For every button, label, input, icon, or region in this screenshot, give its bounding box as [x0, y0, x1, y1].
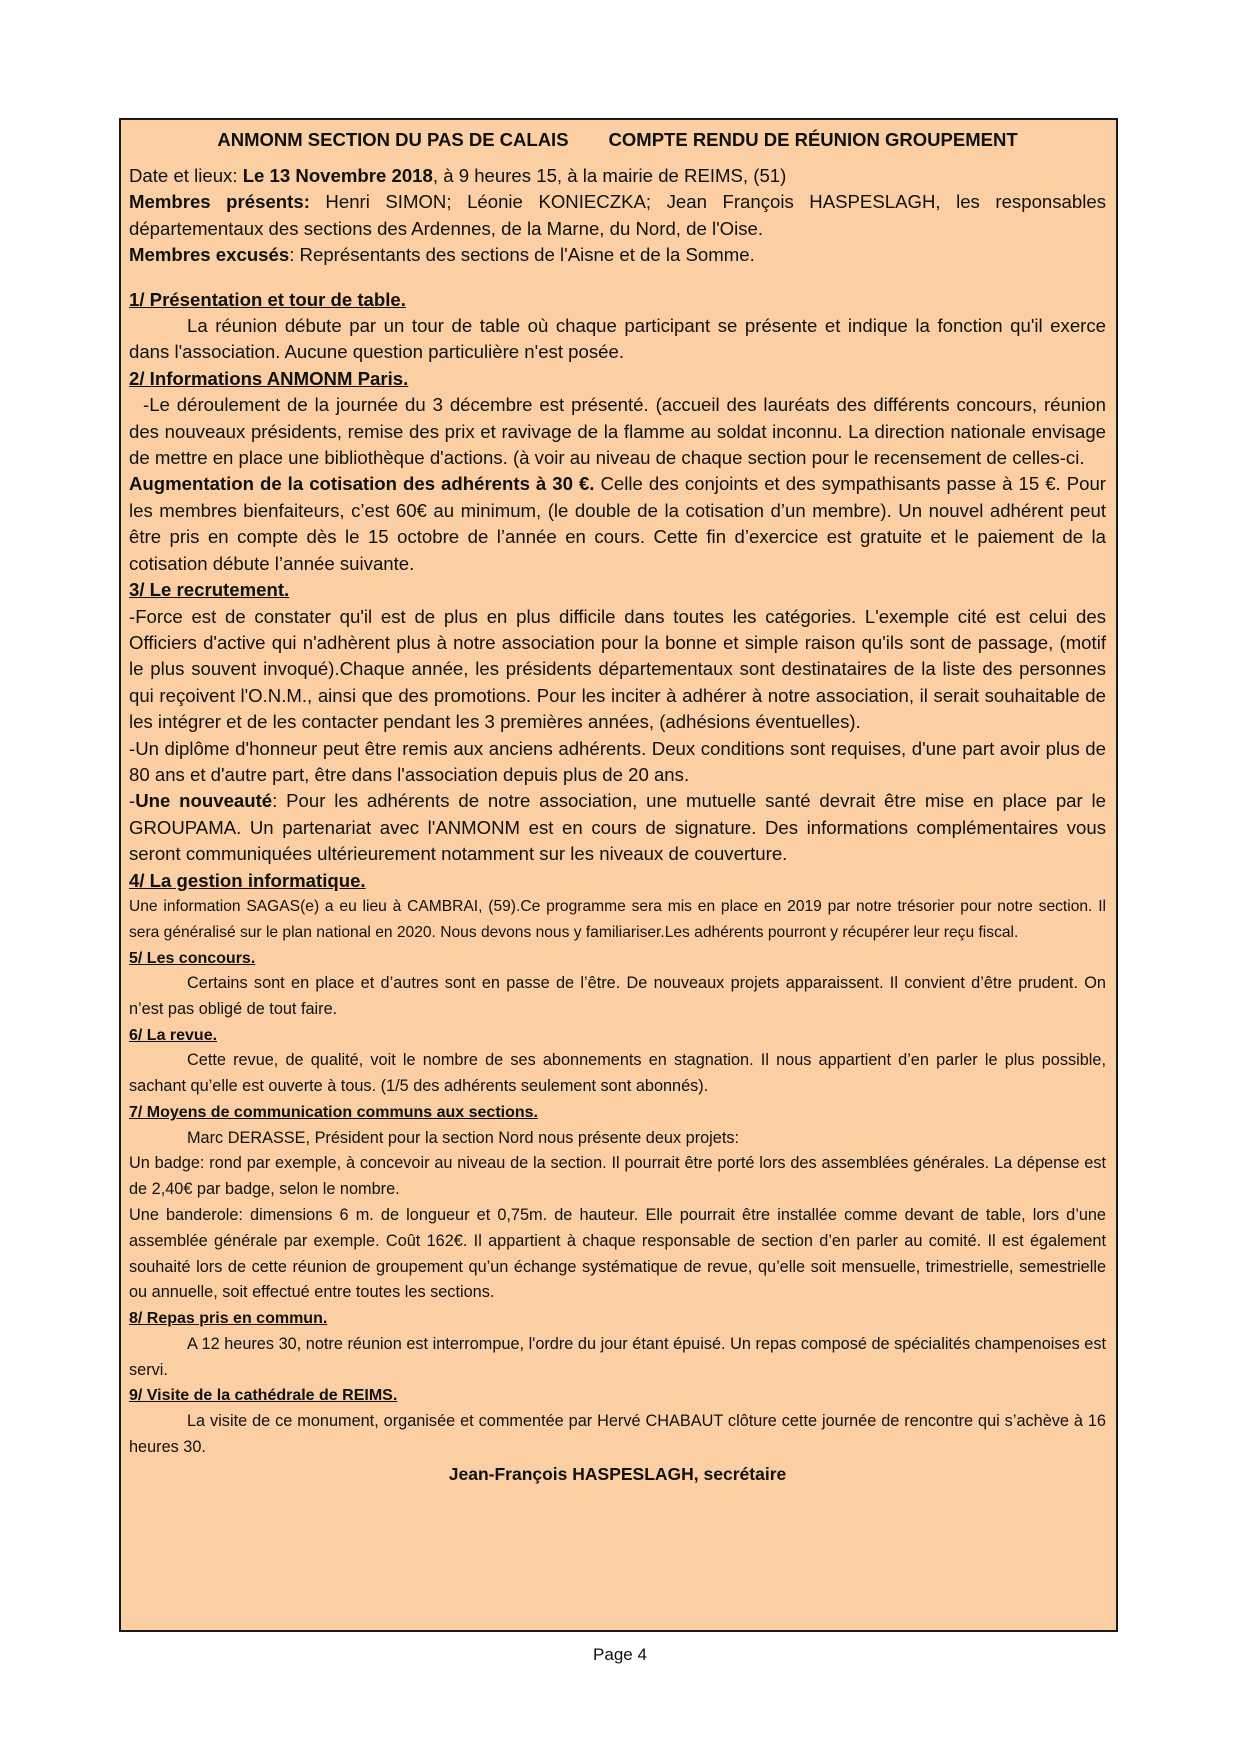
section-1-title: 1/ Présentation et tour de table. — [129, 288, 406, 310]
section-1-text: La réunion débute par un tour de table où chaque participant se présente et indique la fonction qu'il exerce dans l'association. Aucune question particulière n'est posée. — [129, 315, 1106, 363]
section-2-text: -Le déroulement de la journée du 3 décembre est présenté. (accueil des lauréats des différents concours, réunion des nouveaux présidents, remise des prix et ravivage de la flamme au soldat inconnu. La direction nationale envisage de mettre en place une bibliothèque d'actions. (à voir au niveau de chaque section pour le recensement de celles-ci. — [129, 394, 1106, 469]
section-3-text-3: -Une nouveauté: Pour les adhérents de notre association, une mutuelle santé devrait être mise en place par le GROUPAMA. Un partenariat avec l'ANMONM est en cours de signature. Des informations complémentaires vous seront communiquées ultérieurement notamment sur les niveaux de couverture. — [129, 790, 1106, 865]
section-2-title: 2/ Informations ANMONM Paris. — [129, 367, 409, 389]
section-3-text-1: -Force est de constater qu'il est de plus en plus difficile dans toutes les catégories. L'exemple cité est celui des Officiers d'active qui n'adhèrent plus à notre association pour la bonne et simple raison qu'ils sont de passage, (motif le plus souvent invoqué).Chaque année, les présidents départementaux sont destinataires de la liste des personnes qui reçoivent l'O.N.M., ainsi que des promotions. Pour les inciter à adhérer à notre association, il serait souhaitable de les intégrer et de les contacter pendant les 3 premières années, (adhésions éventuelles). — [129, 605, 1106, 733]
section-9-text: La visite de ce monument, organisée et commentée par Hervé CHABAUT clôture cette journée de rencontre qui s’achève à 16 heures 30. — [129, 1411, 1106, 1456]
section-2-cotisation: Augmentation de la cotisation des adhérents à 30 €. Celle des conjoints et des sympathisants passe à 15 €. Pour les membres bienfaiteurs, c’est 60€ au minimum, (le double de la cotisation d’un membre). Un nouvel adhérent peut être pris en compte dès le 15 octobre de l’année en cours. Cette fin d’exercice est gratuite et le paiement de la cotisation débute l’année suivante. — [129, 473, 1106, 574]
page-number: Page 4 — [593, 1645, 647, 1664]
members-excused: Membres excusés: Représentants des sections de l'Aisne et de la Somme. — [129, 244, 755, 266]
section-4-text: Une information SAGAS(e) a eu lieu à CAMBRAI, (59).Ce programme sera mis en place en 2019 par notre trésorier pour notre section. Il sera généralisé sur le plan national en 2020. Nous devons nous y familiariser.Les adhérents pourront y récupérer leur reçu fiscal. — [129, 897, 1106, 941]
section-3-text-2: -Un diplôme d'honneur peut être remis aux anciens adhérents. Deux conditions sont requises, d'une part avoir plus de 80 ans et d'autre part, être dans l'association depuis plus de 20 ans. — [129, 737, 1106, 785]
section-7-banderole: Une banderole: dimensions 6 m. de longueur et 0,75m. de hauteur. Elle pourrait être installée comme devant de table, lors d’une assemblée générale par exemple. Coût 162€. Il appartient à chaque responsable de section d’en parler au comité. Il est également souhaité lors de cette réunion de groupement qu’un échange systématique de revue, qu’elle soit mensuelle, trimestrielle, semestrielle ou annuelle, soit effectué entre toutes les sections. — [129, 1205, 1106, 1302]
header-report-title: COMPTE RENDU DE RÉUNION GROUPEMENT — [608, 129, 1018, 150]
section-4-title: 4/ La gestion informatique. — [129, 869, 366, 891]
section-7-title: 7/ Moyens de communication communs aux sections. — [129, 1103, 538, 1121]
members-present: Membres présents: Henri SIMON; Léonie KONIECZKA; Jean François HASPESLAGH, les responsables départementaux des sections des Ardennes, de la Marne, du Nord, de l'Oise. — [129, 191, 1106, 239]
section-8-title: 8/ Repas pris en commun. — [129, 1310, 328, 1328]
section-6-text: Cette revue, de qualité, voit le nombre de ses abonnements en stagnation. Il nous appartient d’en parler le plus possible, sachant qu’elle est ouverte à tous. (1/5 des adhérents seulement sont abonnés). — [129, 1051, 1106, 1096]
section-5-title: 5/ Les concours. — [129, 949, 256, 967]
section-3-title: 3/ Le recrutement. — [129, 579, 290, 601]
section-9-title: 9/ Visite de la cathédrale de REIMS. — [129, 1387, 398, 1405]
section-7-badge: Un badge: rond par exemple, à concevoir au niveau de la section. Il pourrait être porté lors des assemblées générales. La dépense est de 2,40€ par badge, selon le nombre. — [129, 1154, 1106, 1199]
report-header — [129, 129, 1106, 151]
report-frame — [119, 118, 1118, 1632]
section-6-title: 6/ La revue. — [129, 1026, 218, 1044]
section-8-text: A 12 heures 30, notre réunion est interrompue, l'ordre du jour étant épuisé. Un repas composé de spécialités champenoises est servi. — [129, 1334, 1106, 1379]
meeting-date: Date et lieux: Le 13 Novembre 2018, à 9 heures 15, à la mairie de REIMS, (51) — [129, 165, 787, 186]
section-5-text: Certains sont en place et d’autres sont en passe de l’être. De nouveaux projets apparaissent. Il convient d’être prudent. On n’est pas obligé de tout faire. — [129, 974, 1106, 1018]
signature: Jean-François HASPESLAGH, secrétaire — [448, 1464, 787, 1485]
section-7-text-1: Marc DERASSE, Président pour la section Nord nous présente deux projets: — [187, 1128, 740, 1147]
header-section-name: ANMONM SECTION DU PAS DE CALAIS — [217, 129, 569, 150]
